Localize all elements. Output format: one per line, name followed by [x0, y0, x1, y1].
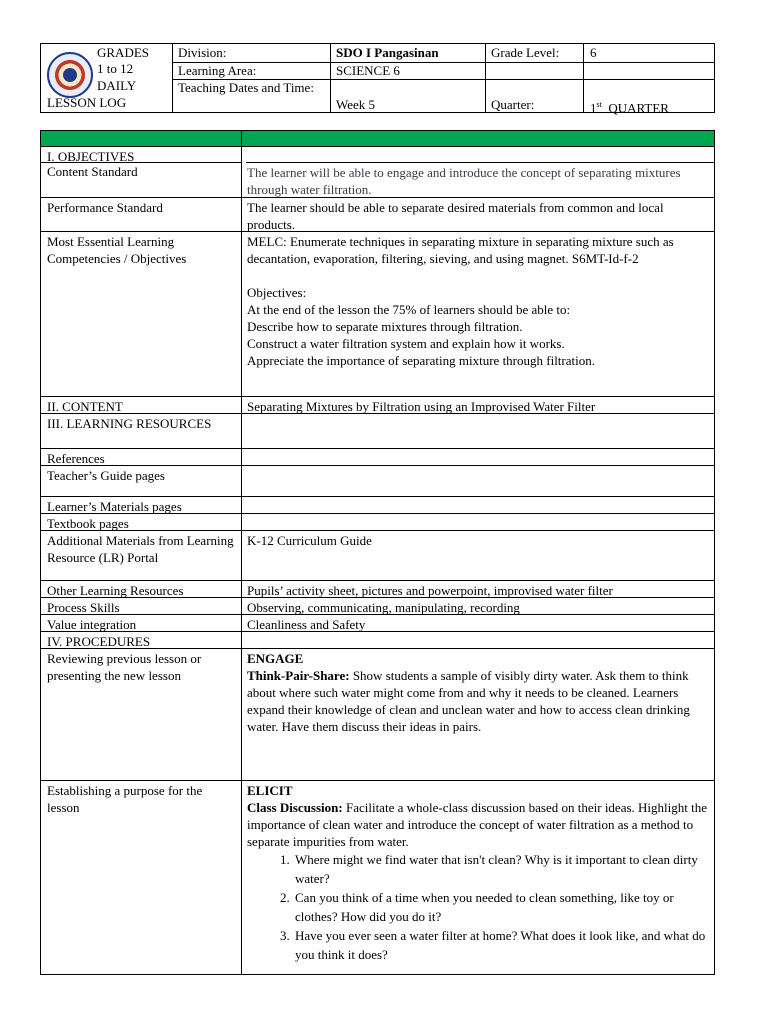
lesson-table	[40, 130, 715, 975]
row-tg-pages: Teacher’s Guide pages	[41, 465, 714, 466]
quarter-label: Quarter:	[491, 97, 535, 112]
question-item: 1. Where might we find water that isn't clean? Why is it important to clean dirty water?	[293, 850, 709, 888]
dates-label: Teaching Dates and Time:	[178, 80, 314, 95]
question-item: 3. Have you ever seen a water filter at home? What does it look like, and what do you think it does?	[293, 926, 709, 964]
quarter-value: 1st QUARTER	[590, 100, 669, 116]
deped-seal-icon	[47, 52, 93, 98]
objective-item: Appreciate the importance of separating mixture through filtration.	[247, 353, 595, 368]
learning-area-value: SCIENCE 6	[336, 63, 400, 78]
engage-title: ENGAGE	[247, 651, 304, 666]
elicit-title: ELICIT	[247, 783, 293, 798]
row-learning-resources: III. LEARNING RESOURCES	[41, 413, 714, 414]
header-table	[40, 43, 715, 116]
elicit-text: Class Discussion: Facilitate a whole-class discussion based on their ideas. Highlight the importance of clean water and introduce the concept of water filtration as a method to separate impurities from water.	[247, 800, 707, 849]
objective-item: Construct a water filtration system and explain how it works.	[247, 336, 565, 351]
learning-area-label: Learning Area:	[178, 63, 257, 78]
division-value: SDO I Pangasinan	[336, 45, 439, 60]
content-standard-label: Content Standard	[47, 164, 138, 179]
row-reviewing: Reviewing previous lesson or presenting the new lesson ENGAGE Think-Pair-Share: Show students a sample of visibly dirty water. Ask them to think about where such water might come from and why it needs to be cleaned. Learners expand their knowledge of clean and unclean water and how to access clean drinking water. Have them discuss their ideas in pairs.	[41, 648, 714, 649]
row-references: References	[41, 448, 714, 449]
row-additional-materials: Additional Materials from Learning Resource (LR) Portal K-12 Curriculum Guide	[41, 530, 714, 531]
row-melc: Most Essential Learning Competencies / Objectives MELC: Enumerate techniques in separating mixture in separating mixture such as decantation, evaporation, filtering, sieving, and using magnet. S6MT-Id-f-2 Objectives: At the end of the lesson the 75% of learners should be able to: Describe how to separate mixtures through filtration. Construct a water filtration system and explain how it works. Appreciate the importance of separating mixture through filtration.	[41, 231, 714, 232]
log-title-line4: LESSON LOG	[47, 95, 127, 110]
division-label: Division:	[178, 45, 227, 60]
objective-item: Describe how to separate mixtures through filtration.	[247, 319, 523, 334]
log-title-line2: 1 to 12	[97, 61, 134, 76]
row-other-resources: Other Learning Resources Pupils’ activity sheet, pictures and powerpoint, improvised water filter	[41, 580, 714, 581]
row-lm-pages: Learner’s Materials pages	[41, 496, 714, 497]
elicit-questions	[247, 850, 709, 964]
row-procedures: IV. PROCEDURES	[41, 631, 714, 632]
row-textbook-pages: Textbook pages	[41, 513, 714, 514]
log-title-line1: GRADES	[97, 45, 150, 60]
row-performance-standard: Performance Standard The learner should be able to separate desired materials from common and local products.	[41, 197, 714, 198]
objectives-title: Objectives:	[247, 285, 307, 300]
content-standard-value: The learner will be able to engage and introduce the concept of separating mixtures through water filtration.	[247, 165, 681, 197]
dates-value: Week 5	[336, 97, 376, 112]
row-process-skills: Process Skills Observing, communicating, manipulating, recording	[41, 597, 714, 598]
objectives-intro: At the end of the lesson the 75% of learners should be able to:	[247, 302, 571, 317]
grade-level-label: Grade Level:	[491, 45, 560, 60]
grade-level-value: 6	[590, 45, 597, 60]
log-title-line3: DAILY	[97, 78, 137, 93]
row-objectives: I. OBJECTIVES	[41, 146, 714, 147]
engage-text: Think-Pair-Share: Show students a sample of visibly dirty water. Ask them to think about where such water might come from and why it needs to be cleaned. Learners expand their knowledge of clean and unclean water and how to access clean drinking water. Have them discuss their ideas in pairs.	[247, 668, 690, 734]
row-content: II. CONTENT Separating Mixtures by Filtration using an Improvised Water Filter	[41, 396, 714, 397]
row-value-integration: Value integration Cleanliness and Safety	[41, 614, 714, 615]
row-purpose: Establishing a purpose for the lesson ELICIT Class Discussion: Facilitate a whole-class discussion based on their ideas. Highlight the importance of clean water and introduce the concept of water filtration as a method to separate impurities from water. 1. Where might we find water that isn't clean? Why is it important to clean dirty water? 2. Can you think of a time when you needed to clean something, like toy or clothes? How did you do it? 3. Have you ever seen a water filter at home? What does it look like, and what do you think it does?	[41, 780, 714, 781]
question-item: 2. Can you think of a time when you needed to clean something, like toy or clothes? How did you do it?	[293, 888, 709, 926]
melc-value: MELC: Enumerate techniques in separating mixture in separating mixture such as decantation, evaporation, filtering, sieving, and using magnet. S6MT-Id-f-2	[247, 234, 674, 266]
accent-bar	[41, 131, 714, 147]
